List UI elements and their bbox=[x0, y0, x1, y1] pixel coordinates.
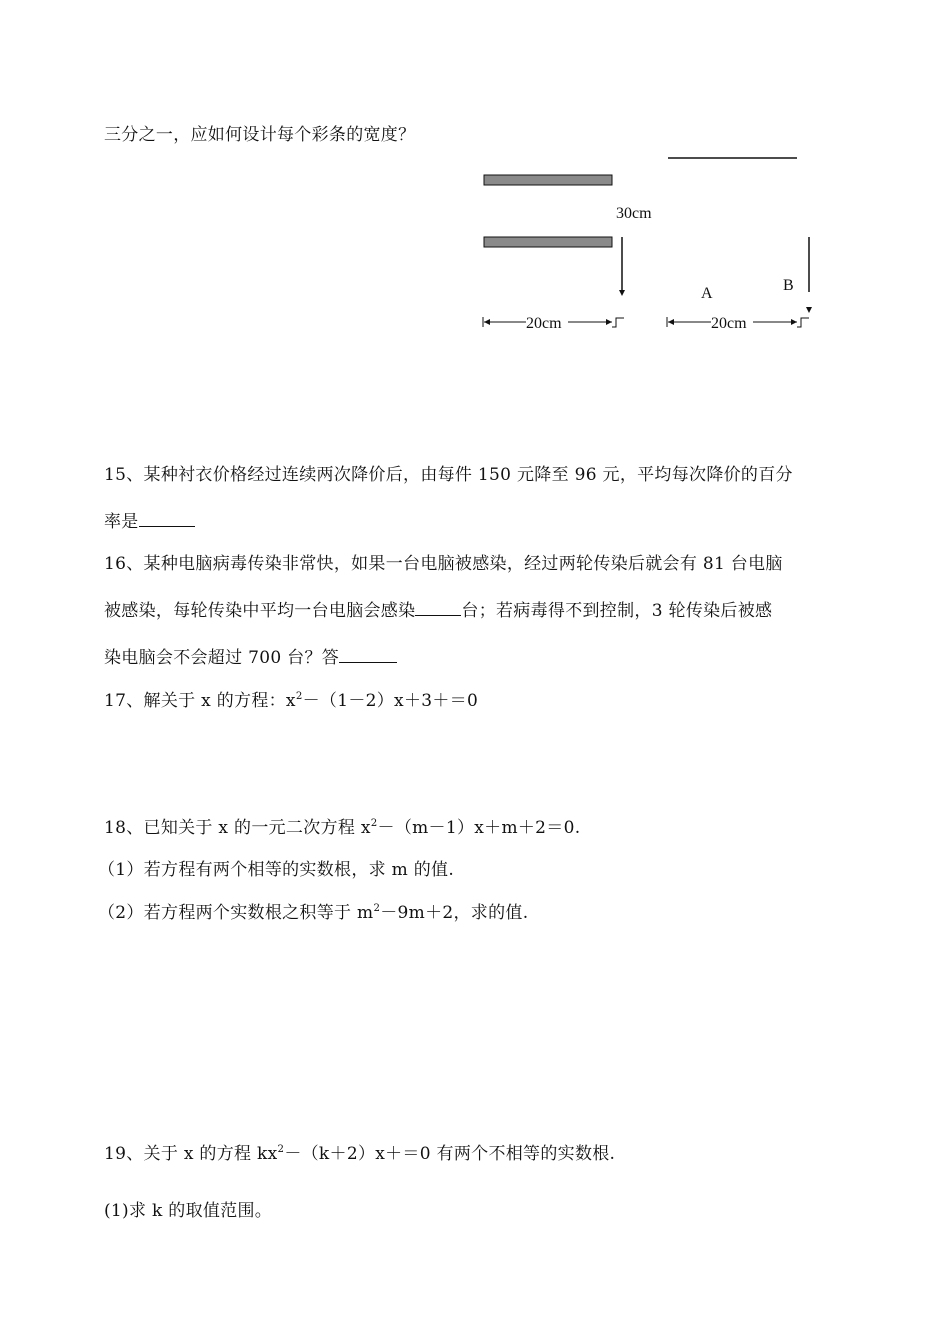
question-16-line-3 bbox=[104, 643, 397, 668]
dimension-arrow-right bbox=[606, 319, 612, 325]
question-17-text-rest: －（1－2）x＋3＋＝0 bbox=[302, 691, 479, 711]
question-19-part-1: (1)求 k 的取值范围。 bbox=[104, 1201, 273, 1221]
height-label: 30cm bbox=[616, 205, 652, 222]
question-19-text-rest: －（k＋2）x＋＝0 有两个不相等的实数根. bbox=[284, 1144, 616, 1164]
question-17 bbox=[104, 686, 478, 711]
answer-blank[interactable] bbox=[339, 643, 397, 663]
exponent: 2 bbox=[277, 1143, 285, 1155]
dimension-arrow-left bbox=[668, 319, 674, 325]
answer-blank[interactable] bbox=[139, 507, 195, 527]
question-14-continuation: 三分之一，应如何设计每个彩条的宽度？ bbox=[104, 125, 416, 145]
label-b: B bbox=[783, 277, 794, 294]
label-a: A bbox=[701, 285, 713, 302]
question-19-text: 19、关于 x 的方程 kx bbox=[104, 1144, 278, 1164]
question-18 bbox=[104, 813, 580, 838]
arrow-head bbox=[806, 307, 812, 313]
question-16-line-1: 16、某种电脑病毒传染非常快，如果一台电脑被感染，经过两轮传染后就会有 81 台电脑 bbox=[104, 554, 783, 574]
question-16-text-a: 被感染，每轮传染中平均一台电脑会感染 bbox=[104, 601, 416, 621]
bottom-stripe bbox=[484, 237, 612, 247]
answer-blank[interactable] bbox=[415, 596, 461, 616]
corner-mark bbox=[797, 318, 809, 327]
dimension-arrow-right bbox=[791, 319, 797, 325]
question-15-line-1: 15、某种衬衣价格经过连续两次降价后，由每件 150 元降至 96 元，平均每次降价的百分 bbox=[104, 465, 793, 485]
top-stripe bbox=[484, 175, 612, 185]
exponent: 2 bbox=[370, 817, 378, 829]
question-18-part-2 bbox=[98, 898, 528, 923]
question-18-part-2-text: （2）若方程两个实数根之积等于 m bbox=[98, 903, 374, 923]
exponent: 2 bbox=[373, 902, 381, 914]
right-design bbox=[667, 158, 812, 332]
question-18-part-2-text-rest: －9m＋2，求的值. bbox=[380, 903, 529, 923]
width-label-left: 20cm bbox=[526, 315, 562, 332]
left-design bbox=[483, 175, 652, 332]
question-18-part-1: （1）若方程有两个相等的实数根，求 m 的值. bbox=[98, 860, 455, 880]
question-16-text-c: 染电脑会不会超过 700 台？答 bbox=[104, 648, 340, 668]
corner-mark bbox=[612, 318, 624, 327]
width-label-right: 20cm bbox=[711, 315, 747, 332]
stripe-design-figure bbox=[470, 140, 830, 340]
question-18-text: 18、已知关于 x 的一元二次方程 x bbox=[104, 818, 371, 838]
question-15-text: 率是 bbox=[104, 512, 139, 532]
arrow-head bbox=[619, 290, 625, 296]
dimension-arrow-left bbox=[484, 319, 490, 325]
question-17-text: 17、解关于 x 的方程：x bbox=[104, 691, 296, 711]
question-16-line-2 bbox=[104, 596, 772, 621]
question-16-text-b: 台；若病毒得不到控制，3 轮传染后被感 bbox=[461, 601, 773, 621]
exponent: 2 bbox=[295, 690, 303, 702]
question-15-line-2 bbox=[104, 507, 195, 532]
question-19 bbox=[104, 1139, 615, 1164]
question-18-text-rest: －（m－1）x＋m＋2＝0. bbox=[377, 818, 581, 838]
